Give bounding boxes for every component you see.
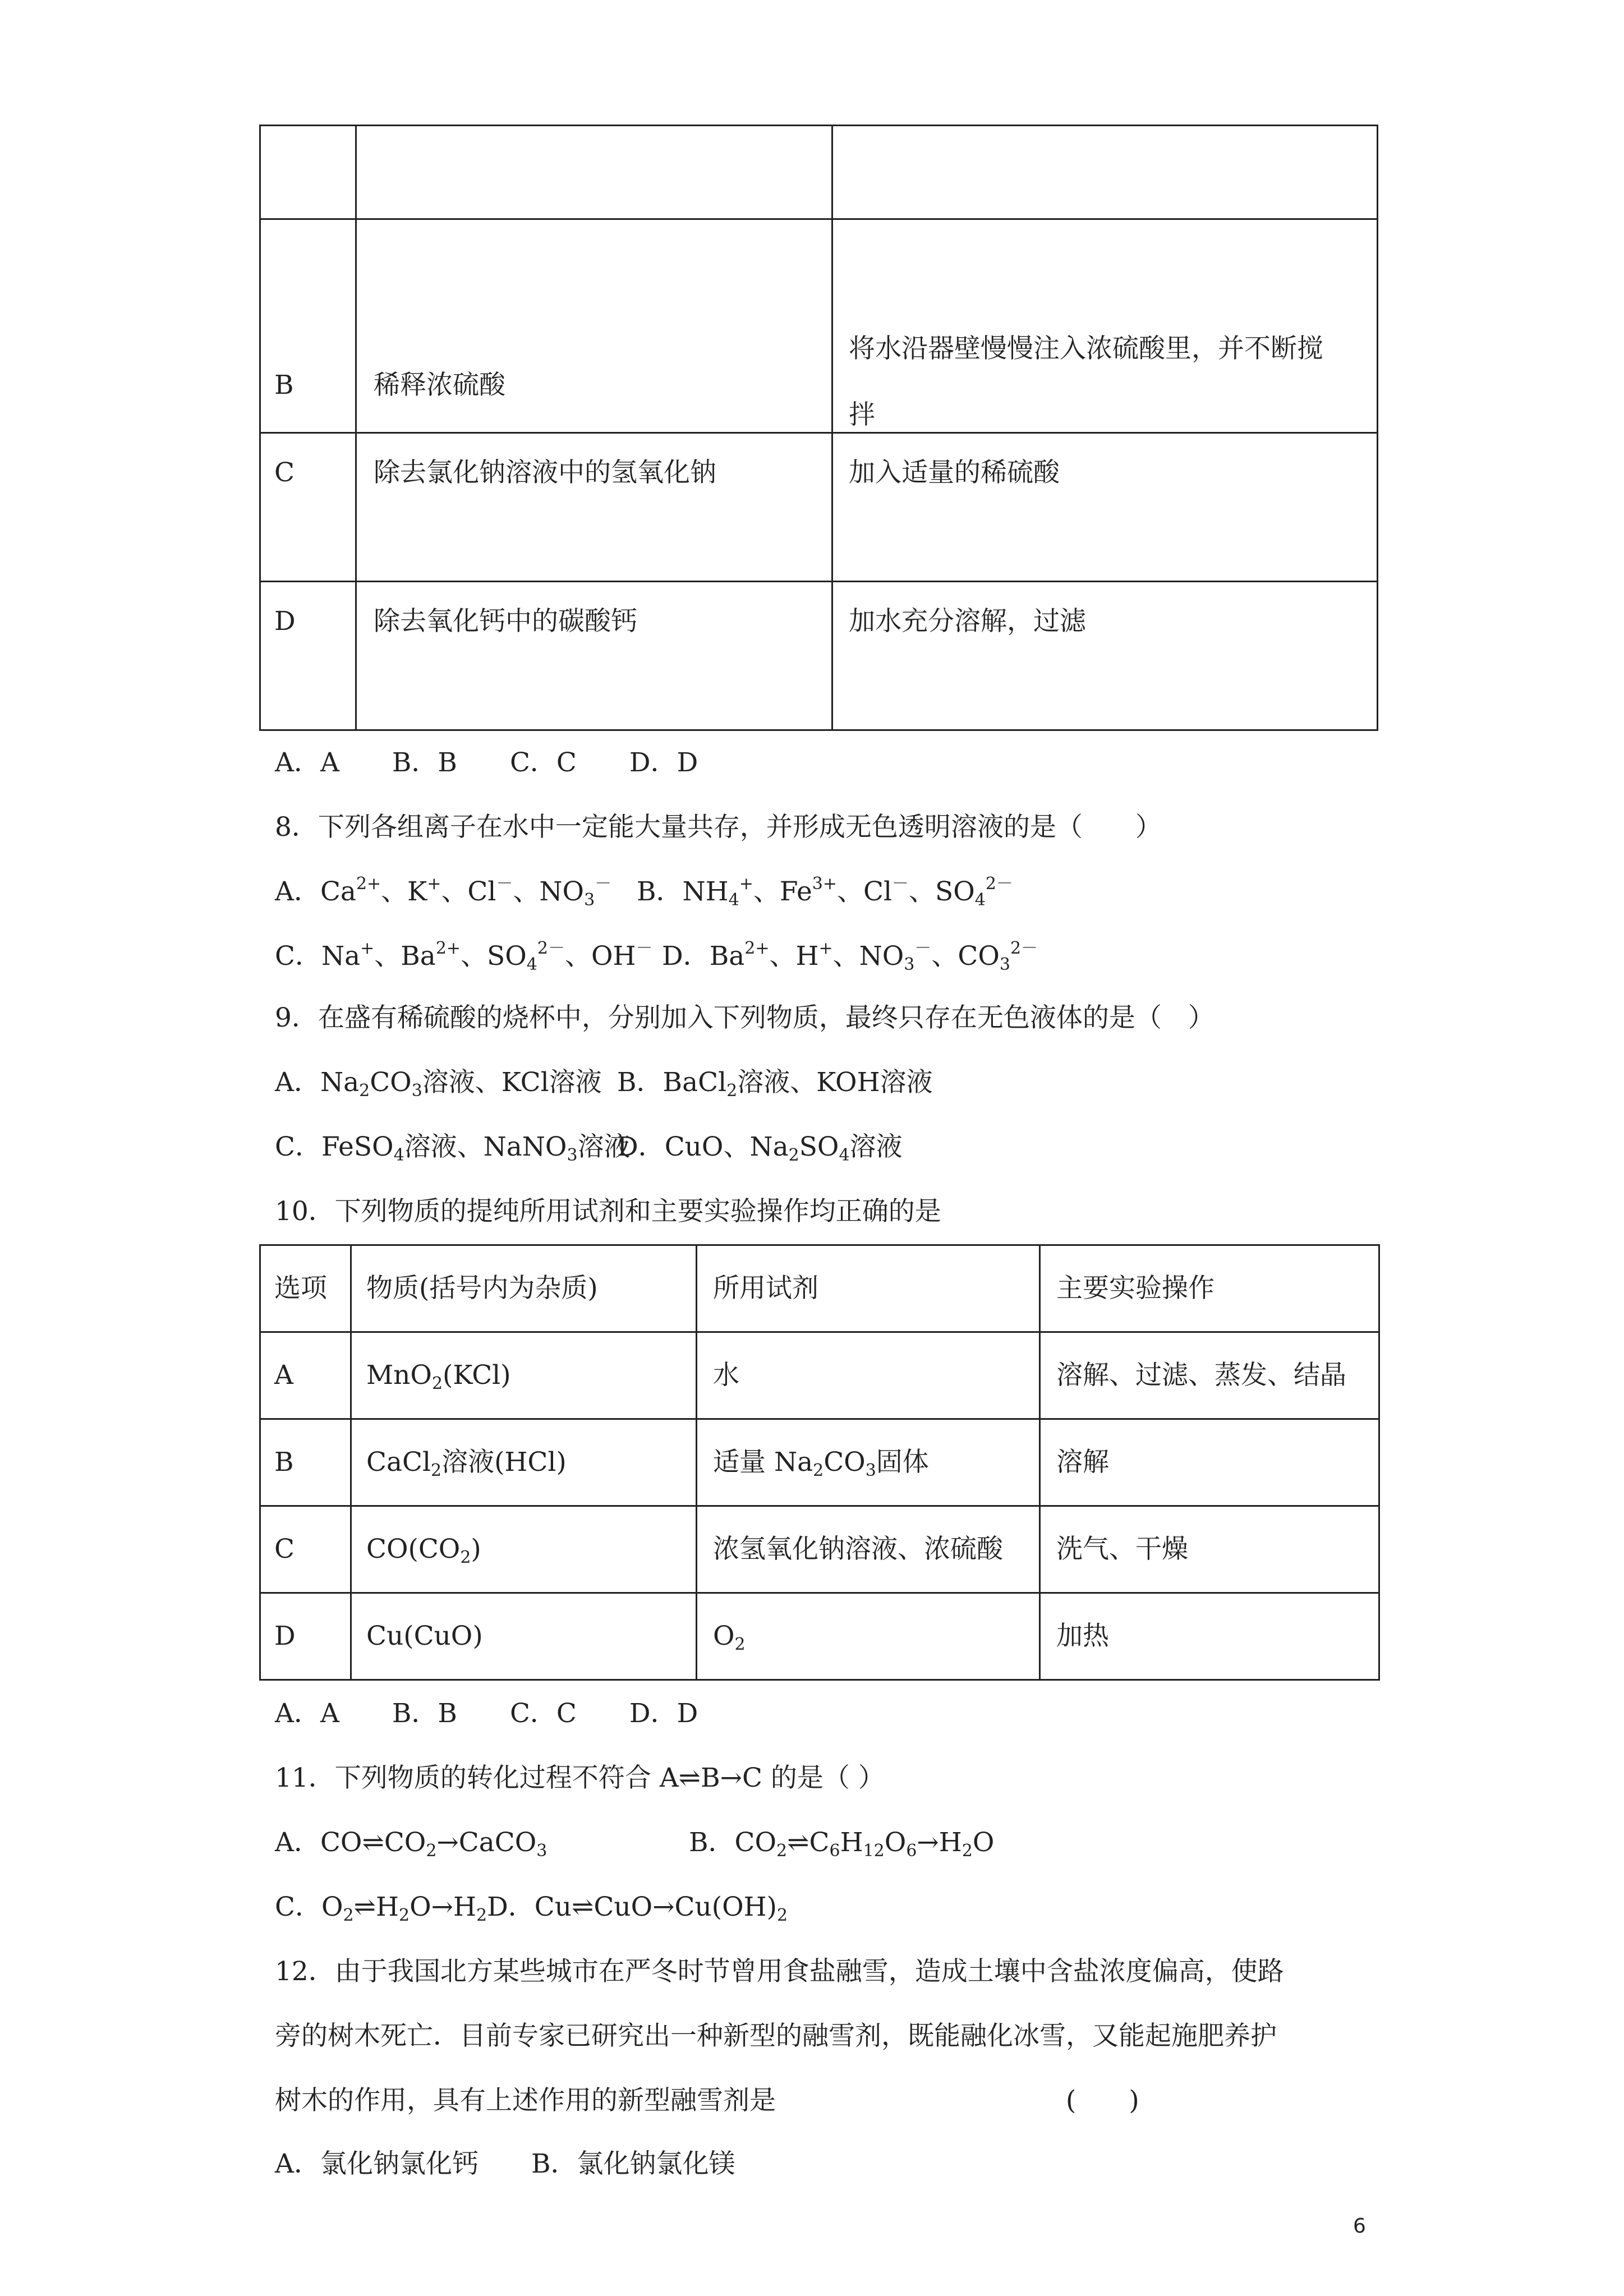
page-number: 6 xyxy=(1353,2215,1366,2238)
q11-option-a: A．$CO\rightleftharpoons CO_2\to CaCO_3$ xyxy=(275,1827,548,1861)
q11-option-b: B．$CO_2\rightleftharpoons C_6H_{12}O_6\to H_2O$ xyxy=(689,1827,995,1861)
option-cell: D xyxy=(274,1621,296,1651)
q8-option-d: D．$Ba^{2+}$、H+、$NO_3^-$、$CO_3^{2-}$ xyxy=(662,938,1038,974)
experiment-table xyxy=(259,125,1378,731)
method-cell-line2: 拌 xyxy=(849,399,875,430)
table-row xyxy=(260,582,1378,730)
q9-option-a: A．$Na_2CO_3$溶液、KCl溶液 xyxy=(275,1067,602,1101)
table-row xyxy=(260,1506,1379,1593)
q8-option-b: B．$NH_4^+$、$Fe^{3+}$、Cl－、$SO_4^{2-}$ xyxy=(637,874,1013,910)
substance-cell: MnO$_2$(KCl) xyxy=(366,1360,511,1393)
table-row xyxy=(260,1332,1379,1419)
option-cell: A xyxy=(274,1360,293,1391)
operation-cell: 洗气、干燥 xyxy=(1056,1534,1188,1565)
option-cell: C xyxy=(274,1534,295,1565)
header-cell: 所用试剂 xyxy=(713,1273,818,1304)
q9-option-d: D．CuO、$Na_2SO_4$溶液 xyxy=(617,1131,903,1165)
item-cell: 除去氯化钠溶液中的氢氧化钠 xyxy=(374,457,716,488)
q12-line3: 树木的作用，具有上述作用的新型融雪剂是 xyxy=(275,2085,776,2116)
purification-table xyxy=(259,1244,1380,1681)
q12-line2: 旁的树木死亡．目前专家已研究出一种新型的融雪剂，既能融化冰雪，又能起施肥养护 xyxy=(275,2021,1277,2051)
operation-cell: 溶解 xyxy=(1056,1447,1109,1478)
q8-option-c: C．Na+、$Ba^{2+}$、$SO_4^{2-}$、OH－ xyxy=(275,938,653,974)
q11-stem: 11．下列物质的转化过程不符合 A⇌B→C 的是（ ） xyxy=(275,1763,885,1793)
q12-answer-parens: ( ) xyxy=(1066,2085,1139,2116)
substance-cell: $CO(CO_2)$ xyxy=(366,1534,481,1567)
reagent-cell: 适量 $Na_2CO_3$固体 xyxy=(713,1447,929,1480)
table-row xyxy=(260,1419,1379,1506)
reagent-cell: $O_2$ xyxy=(713,1621,746,1654)
q8-stem: 8．下列各组离子在水中一定能大量共存，并形成无色透明溶液的是（ ） xyxy=(275,812,1162,843)
option-cell: B xyxy=(274,370,294,401)
q9-stem: 9．在盛有稀硫酸的烧杯中，分别加入下列物质，最终只存在无色液体的是（ ） xyxy=(275,1002,1214,1033)
q12-options: A．氯化钠氯化钙 B．氯化钠氯化镁 xyxy=(275,2148,735,2179)
q10-options: A．A B．B C．C D．D xyxy=(275,1698,698,1729)
substance-cell: CaCl$_2$溶液(HCl) xyxy=(366,1447,567,1480)
option-cell: B xyxy=(274,1447,294,1478)
q9-option-c: C．FeSO$_4$溶液、NaNO$_3$溶液 xyxy=(275,1131,631,1165)
q9-option-b: B．BaCl$_2$溶液、KOH溶液 xyxy=(617,1067,933,1101)
q7-options: A．A B．B C．C D．D xyxy=(275,747,698,778)
q12-line1: 12．由于我国北方某些城市在严冬时节曾用食盐融雪，造成土壤中含盐浓度偏高，使路 xyxy=(275,1956,1284,1987)
table-row xyxy=(260,433,1378,582)
option-cell: D xyxy=(274,606,296,637)
q11-option-cd: C．$O_2\rightleftharpoons H_2O\to H_2D$．$Cu\rightleftharpoons CuO\to Cu(OH)_2$ xyxy=(275,1892,788,1925)
operation-cell: 溶解、过滤、蒸发、结晶 xyxy=(1056,1360,1346,1391)
reagent-cell: 浓氢氧化钠溶液、浓硫酸 xyxy=(713,1534,1003,1565)
header-cell: 物质(括号内为杂质) xyxy=(366,1273,598,1304)
method-cell: 加入适量的稀硫酸 xyxy=(849,457,1060,488)
q8-option-a: A．$Ca^{2+}$、K+、Cl－、$NO_3^-$ xyxy=(275,874,612,910)
table-header-row xyxy=(260,1245,1379,1332)
header-cell: 选项 xyxy=(274,1273,327,1304)
table-row xyxy=(260,219,1378,433)
table-row xyxy=(260,1593,1379,1680)
q10-stem: 10．下列物质的提纯所用试剂和主要实验操作均正确的是 xyxy=(275,1196,941,1227)
reagent-cell: 水 xyxy=(713,1360,739,1391)
substance-cell: Cu(CuO) xyxy=(366,1621,483,1651)
option-cell: C xyxy=(274,457,295,488)
method-cell-line1: 将水沿器壁慢慢注入浓硫酸里，并不断搅 xyxy=(849,333,1323,364)
table-row xyxy=(260,126,1378,219)
method-cell: 加水充分溶解，过滤 xyxy=(849,606,1086,637)
operation-cell: 加热 xyxy=(1056,1621,1109,1651)
item-cell: 除去氧化钙中的碳酸钙 xyxy=(374,606,637,637)
item-cell: 稀释浓硫酸 xyxy=(374,370,505,401)
header-cell: 主要实验操作 xyxy=(1056,1273,1214,1304)
